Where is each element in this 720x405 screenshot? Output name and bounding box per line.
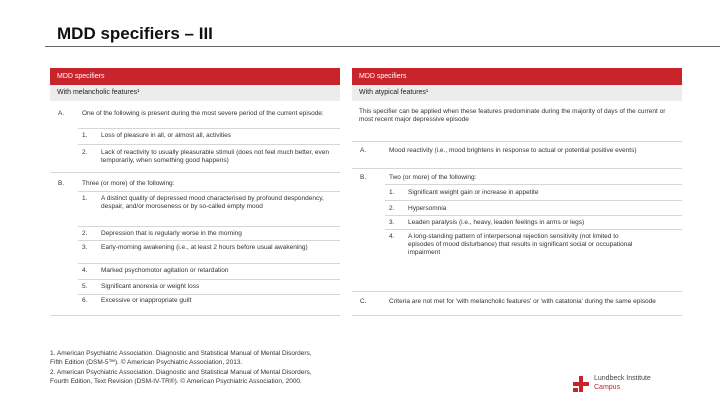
right-c-letter: C. (360, 298, 367, 305)
title-divider (45, 46, 720, 47)
left-a-item-num: 1. (82, 132, 88, 139)
left-b-item-num: 4. (82, 267, 88, 274)
footnote-line: 1. American Psychiatric Association. Diagnostic and Statistical Manual of Mental Disorders, (50, 350, 312, 357)
left-b-item-text: Marked psychomotor agitation or retardation (101, 267, 229, 274)
row-divider (78, 263, 340, 264)
left-a-item-text: Loss of pleasure in all, or almost all, activities (101, 132, 232, 139)
left-b-item-num: 1. (82, 195, 88, 202)
right-a-letter: A. (360, 147, 367, 154)
left-a-text: One of the following is present during the most severe period of the current episode: (82, 110, 324, 117)
right-b-item-num: 2. (389, 205, 395, 212)
row-divider (385, 215, 682, 216)
left-b-item-num: 6. (82, 297, 88, 304)
left-table-header: MDD specifiers (50, 68, 340, 85)
left-a-item-text: Lack of reactivity to usually pleasurable stimuli (does not feel much better, even temporarily, when something good happens) (101, 149, 329, 164)
right-b-item-text: Hypersomnia (408, 205, 447, 212)
left-b-item-text: Significant anorexia or weight loss (101, 283, 200, 290)
row-divider (50, 315, 340, 316)
left-a-item-num: 2. (82, 149, 88, 156)
right-table-subheader: With atypical features¹ (352, 85, 682, 101)
right-b-item-num: 4. (389, 233, 395, 240)
right-b-item-num: 3. (389, 219, 395, 226)
left-b-item-text: Depression that is regularly worse in the morning (101, 230, 242, 237)
right-table-header: MDD specifiers (352, 68, 682, 85)
right-b-item-text: Significant weight gain or increase in appetite (408, 189, 539, 196)
right-b-text: Two (or more) of the following: (389, 174, 477, 181)
left-b-letter: B. (58, 180, 65, 187)
right-a-text: Mood reactivity (i.e., mood brightens in response to actual or potential positive events) (389, 147, 637, 154)
row-divider (352, 291, 682, 292)
left-b-item-text: A distinct quality of depressed mood characterised by profound despondency, despair, and/or moroseness or by so-called empty mood (101, 195, 324, 210)
row-divider (78, 240, 340, 241)
logo-text-line1: Lundbeck Institute (594, 375, 651, 382)
row-divider (78, 294, 340, 295)
right-b-item-num: 1. (389, 189, 395, 196)
right-b-item-text: A long-standing pattern of interpersonal rejection sensitivity (not limited to episodes of mood disturbance) that results in significant social or occupational impairment (408, 233, 633, 256)
left-b-item-num: 5. (82, 283, 88, 290)
row-divider (50, 172, 340, 173)
footnote-line: Fifth Edition (DSM-5™). © American Psychiatric Association, 2013. (50, 359, 243, 367)
row-divider (385, 184, 682, 185)
footnote-line: 2. American Psychiatric Association. Diagnostic and Statistical Manual of Mental Disorders, (50, 368, 312, 376)
logo-mark-icon (572, 375, 590, 393)
right-b-item-text: Leaden paralysis (i.e., heavy, leaden feelings in arms or legs) (408, 219, 585, 226)
row-divider (78, 226, 340, 227)
row-divider (352, 168, 682, 169)
footnote-line: Fourth Edition, Text Revision (DSM-IV-TR®). © American Psychiatric Association, 2000. (50, 378, 302, 386)
right-intro-text: This specifier can be applied when these features predominate during the majority of days of the current or most recent major depressive episode (359, 108, 666, 123)
lundbeck-logo (572, 373, 692, 395)
page-title: MDD specifiers – III (57, 24, 213, 43)
right-c-text: Criteria are not met for 'with melancholic features' or 'with catatonia' during the same episode (389, 298, 656, 305)
row-divider (385, 229, 682, 230)
left-table-subheader: With melancholic features¹ (50, 85, 340, 101)
left-b-item-num: 2. (82, 230, 88, 237)
logo-text-line2: Campus (594, 384, 621, 391)
left-b-item-text: Early-morning awakening (i.e., at least 2 hours before usual awakening) (101, 244, 308, 251)
left-a-letter: A. (58, 110, 65, 117)
row-divider (385, 200, 682, 201)
row-divider (352, 141, 682, 142)
row-divider (352, 315, 682, 316)
left-b-text: Three (or more) of the following: (82, 180, 175, 187)
row-divider (78, 191, 340, 192)
row-divider (78, 279, 340, 280)
left-b-item-text: Excessive or inappropriate guilt (101, 297, 192, 304)
left-b-item-num: 3. (82, 244, 88, 251)
right-b-letter: B. (360, 174, 367, 181)
row-divider (78, 144, 340, 145)
row-divider (78, 128, 340, 129)
footnotes (50, 349, 312, 387)
